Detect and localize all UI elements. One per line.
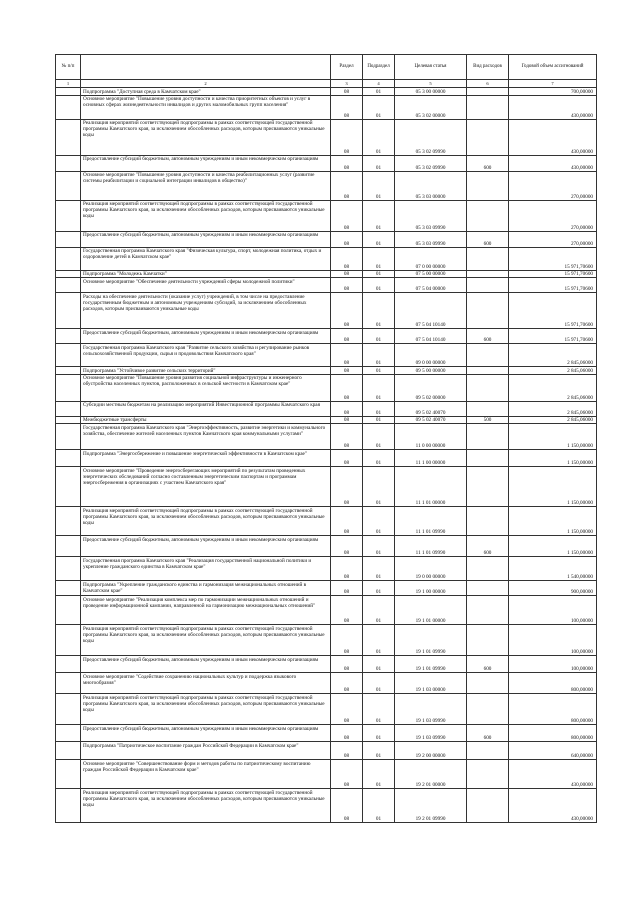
podrazdel-cell: 01 bbox=[363, 416, 395, 424]
table-row bbox=[56, 401, 597, 416]
header-row bbox=[56, 55, 597, 80]
amount-cell: 700,00000 bbox=[509, 88, 597, 96]
razdel-cell: 08 bbox=[331, 278, 363, 293]
table-row bbox=[56, 247, 597, 270]
header-num: № п/п bbox=[56, 55, 81, 80]
vid-cell bbox=[467, 625, 509, 656]
razdel-cell: 08 bbox=[331, 725, 363, 742]
amount-cell: 15 971,70600 bbox=[509, 329, 597, 344]
name-cell: Основное мероприятие "Повышение уровня развития социальной инфраструктуры и инженерного обустройства населенных пунктов, расположенных в сельской местности в Камчатском крае" bbox=[81, 374, 331, 401]
target-cell: 11 1 01 09990 bbox=[395, 507, 467, 536]
table-row bbox=[56, 329, 597, 344]
num-cell bbox=[56, 625, 81, 656]
vid-cell bbox=[467, 278, 509, 293]
num-cell bbox=[56, 367, 81, 375]
table-row bbox=[56, 625, 597, 656]
razdel-cell: 08 bbox=[331, 401, 363, 416]
vid-cell bbox=[467, 293, 509, 329]
podrazdel-cell: 01 bbox=[363, 557, 395, 581]
vid-cell: 600 bbox=[467, 725, 509, 742]
amount-cell: 1 150,00000 bbox=[509, 424, 597, 450]
amount-cell: 430,00000 bbox=[509, 760, 597, 789]
razdel-cell: 08 bbox=[331, 329, 363, 344]
razdel-cell: 08 bbox=[331, 171, 363, 200]
amount-cell: 430,00000 bbox=[509, 119, 597, 155]
vid-cell: 500 bbox=[467, 416, 509, 424]
amount-cell: 800,00000 bbox=[509, 725, 597, 742]
razdel-cell: 08 bbox=[331, 155, 363, 171]
podrazdel-cell: 01 bbox=[363, 329, 395, 344]
razdel-cell: 08 bbox=[331, 367, 363, 375]
amount-cell: 270,00000 bbox=[509, 200, 597, 231]
num-cell bbox=[56, 596, 81, 625]
podrazdel-cell: 01 bbox=[363, 231, 395, 247]
razdel-cell: 08 bbox=[331, 374, 363, 401]
name-cell: Реализация мероприятий соответствующей подпрограммы в рамках соответствующей государственной программы Камчатского края, за исключением обособленных расходов, которым присваиваются уникальные коды bbox=[81, 119, 331, 155]
razdel-cell: 08 bbox=[331, 344, 363, 367]
name-cell: Реализация мероприятий соответствующей подпрограммы в рамках соответствующей государственной программы Камчатского края, за исключением обособленных расходов, которым присваиваются уникальные коды bbox=[81, 200, 331, 231]
podrazdel-cell: 01 bbox=[363, 88, 395, 96]
name-cell: Межбюджетные трансферты bbox=[81, 416, 331, 424]
razdel-cell: 08 bbox=[331, 416, 363, 424]
table-row bbox=[56, 450, 597, 467]
target-cell: 11 1 01 09990 bbox=[395, 536, 467, 557]
num-cell bbox=[56, 742, 81, 760]
razdel-cell: 08 bbox=[331, 270, 363, 278]
table-row bbox=[56, 155, 597, 171]
target-cell: 07 5 04 10140 bbox=[395, 329, 467, 344]
vid-cell: 600 bbox=[467, 656, 509, 673]
num-cell bbox=[56, 374, 81, 401]
amount-cell: 430,00000 bbox=[509, 789, 597, 823]
podrazdel-cell: 01 bbox=[363, 725, 395, 742]
num-cell bbox=[56, 450, 81, 467]
table-row bbox=[56, 507, 597, 536]
amount-cell: 2 845,06000 bbox=[509, 374, 597, 401]
target-cell: 19 0 00 00000 bbox=[395, 557, 467, 581]
vid-cell bbox=[467, 88, 509, 96]
podrazdel-cell: 01 bbox=[363, 119, 395, 155]
num-cell bbox=[56, 656, 81, 673]
table-row bbox=[56, 374, 597, 401]
target-cell: 19 1 01 09990 bbox=[395, 625, 467, 656]
num-cell bbox=[56, 88, 81, 96]
table-row bbox=[56, 88, 597, 96]
table-row bbox=[56, 694, 597, 725]
target-cell: 19 1 03 09990 bbox=[395, 725, 467, 742]
vid-cell bbox=[467, 401, 509, 416]
target-cell: 11 1 01 00000 bbox=[395, 467, 467, 507]
podrazdel-cell: 01 bbox=[363, 270, 395, 278]
amount-cell: 2 845,06000 bbox=[509, 367, 597, 375]
target-cell: 05 3 03 00000 bbox=[395, 171, 467, 200]
amount-cell: 270,00000 bbox=[509, 171, 597, 200]
num-cell bbox=[56, 270, 81, 278]
razdel-cell: 08 bbox=[331, 789, 363, 823]
vid-cell bbox=[467, 270, 509, 278]
podrazdel-cell: 01 bbox=[363, 760, 395, 789]
podrazdel-cell: 01 bbox=[363, 155, 395, 171]
num-cell bbox=[56, 293, 81, 329]
num-cell bbox=[56, 344, 81, 367]
name-cell: Подпрограмма "Доступная среда в Камчатском крае" bbox=[81, 88, 331, 96]
podrazdel-cell: 01 bbox=[363, 789, 395, 823]
index-cell: 5 bbox=[395, 80, 467, 88]
num-cell bbox=[56, 119, 81, 155]
podrazdel-cell: 01 bbox=[363, 247, 395, 270]
num-cell bbox=[56, 95, 81, 119]
index-row bbox=[56, 80, 597, 88]
amount-cell: 430,00000 bbox=[509, 95, 597, 119]
header-name bbox=[81, 55, 331, 80]
amount-cell: 100,00000 bbox=[509, 625, 597, 656]
amount-cell: 800,00000 bbox=[509, 673, 597, 694]
num-cell bbox=[56, 231, 81, 247]
name-cell: Основное мероприятие "Повышение уровня доступности и качества приоритетных объектов и услуг в основных сферах жизнедеятельности инвалидов и других маломобильных групп населения" bbox=[81, 95, 331, 119]
name-cell: Государственная программа Камчатского края "Физическая культура, спорт, молодежная политика, отдых и оздоровление детей в Камчатском крае" bbox=[81, 247, 331, 270]
num-cell bbox=[56, 673, 81, 694]
num-cell bbox=[56, 278, 81, 293]
amount-cell: 100,00000 bbox=[509, 596, 597, 625]
amount-cell: 430,00000 bbox=[509, 155, 597, 171]
vid-cell bbox=[467, 344, 509, 367]
amount-cell: 15 971,70600 bbox=[509, 247, 597, 270]
vid-cell bbox=[467, 424, 509, 450]
podrazdel-cell: 01 bbox=[363, 401, 395, 416]
name-cell: Основное мероприятие "Обеспечение деятельности учреждений сферы молодежной политики" bbox=[81, 278, 331, 293]
table-row bbox=[56, 789, 597, 823]
name-cell: Предоставление субсидий бюджетным, автономным учреждениям и иным некоммерческим организациям bbox=[81, 231, 331, 247]
num-cell bbox=[56, 329, 81, 344]
podrazdel-cell: 01 bbox=[363, 536, 395, 557]
table-row bbox=[56, 725, 597, 742]
podrazdel-cell: 01 bbox=[363, 450, 395, 467]
razdel-cell: 08 bbox=[331, 760, 363, 789]
target-cell: 11 1 00 00000 bbox=[395, 450, 467, 467]
index-cell: 3 bbox=[331, 80, 363, 88]
target-cell: 05 3 03 09990 bbox=[395, 231, 467, 247]
podrazdel-cell: 01 bbox=[363, 507, 395, 536]
name-cell: Реализация мероприятий соответствующей подпрограммы в рамках соответствующей государственной программы Камчатского края, за исключением обособленных расходов, которым присваиваются уникальные коды bbox=[81, 789, 331, 823]
num-cell bbox=[56, 416, 81, 424]
amount-cell: 2 845,06000 bbox=[509, 344, 597, 367]
table-body bbox=[56, 88, 597, 823]
header-target: Целевая статья bbox=[395, 55, 467, 80]
target-cell: 19 1 00 00000 bbox=[395, 581, 467, 596]
amount-cell: 1 540,00000 bbox=[509, 557, 597, 581]
vid-cell bbox=[467, 450, 509, 467]
amount-cell: 800,00000 bbox=[509, 694, 597, 725]
vid-cell bbox=[467, 95, 509, 119]
podrazdel-cell: 01 bbox=[363, 656, 395, 673]
table-row bbox=[56, 596, 597, 625]
num-cell bbox=[56, 725, 81, 742]
target-cell: 07 5 04 10140 bbox=[395, 293, 467, 329]
razdel-cell: 08 bbox=[331, 467, 363, 507]
amount-cell: 900,00000 bbox=[509, 581, 597, 596]
razdel-cell: 08 bbox=[331, 88, 363, 96]
razdel-cell: 08 bbox=[331, 557, 363, 581]
razdel-cell: 08 bbox=[331, 507, 363, 536]
amount-cell: 1 150,00000 bbox=[509, 536, 597, 557]
target-cell: 19 2 00 00000 bbox=[395, 742, 467, 760]
vid-cell: 600 bbox=[467, 231, 509, 247]
table-row bbox=[56, 344, 597, 367]
index-cell: 4 bbox=[363, 80, 395, 88]
vid-cell bbox=[467, 694, 509, 725]
table-row bbox=[56, 581, 597, 596]
name-cell: Подпрограмма "Энергосбережение и повышение энергетической эффективности в Камчатском крае" bbox=[81, 450, 331, 467]
razdel-cell: 08 bbox=[331, 231, 363, 247]
target-cell: 09 5 00 00000 bbox=[395, 367, 467, 375]
name-cell: Государственная программа Камчатского края "Энергоэффективность, развитие энергетики и коммунального хозяйства, обеспечение жителей населенных пунктов Камчатского края коммунальными услугами" bbox=[81, 424, 331, 450]
razdel-cell: 08 bbox=[331, 694, 363, 725]
podrazdel-cell: 01 bbox=[363, 467, 395, 507]
table-row bbox=[56, 119, 597, 155]
budget-table bbox=[55, 54, 597, 823]
table-row bbox=[56, 278, 597, 293]
podrazdel-cell: 01 bbox=[363, 293, 395, 329]
vid-cell bbox=[467, 200, 509, 231]
table-row bbox=[56, 424, 597, 450]
name-cell: Реализация мероприятий соответствующей подпрограммы в рамках соответствующей государственной программы Камчатского края, за исключением обособленных расходов, которым присваиваются уникальные коды bbox=[81, 694, 331, 725]
num-cell bbox=[56, 760, 81, 789]
num-cell bbox=[56, 507, 81, 536]
name-cell: Субсидии местным бюджетам на реализацию мероприятий Инвестиционной программы Камчатского края bbox=[81, 401, 331, 416]
razdel-cell: 08 bbox=[331, 95, 363, 119]
num-cell bbox=[56, 155, 81, 171]
name-cell: Предоставление субсидий бюджетным, автономным учреждениям и иным некоммерческим организациям bbox=[81, 536, 331, 557]
podrazdel-cell: 01 bbox=[363, 344, 395, 367]
name-cell: Предоставление субсидий бюджетным, автономным учреждениям и иным некоммерческим организациям bbox=[81, 155, 331, 171]
table-row bbox=[56, 536, 597, 557]
target-cell: 19 1 01 00000 bbox=[395, 596, 467, 625]
vid-cell bbox=[467, 557, 509, 581]
target-cell: 09 5 02 40070 bbox=[395, 416, 467, 424]
razdel-cell: 08 bbox=[331, 656, 363, 673]
podrazdel-cell: 01 bbox=[363, 278, 395, 293]
index-cell: 1 bbox=[56, 80, 81, 88]
vid-cell bbox=[467, 760, 509, 789]
amount-cell: 15 971,70600 bbox=[509, 293, 597, 329]
podrazdel-cell: 01 bbox=[363, 95, 395, 119]
num-cell bbox=[56, 581, 81, 596]
num-cell bbox=[56, 424, 81, 450]
table-row bbox=[56, 673, 597, 694]
header-vid: Вид расходов bbox=[467, 55, 509, 80]
num-cell bbox=[56, 694, 81, 725]
name-cell: Государственная программа Камчатского края "Реализация государственной национальной политики и укрепление гражданского единства в Камчатском крае" bbox=[81, 557, 331, 581]
target-cell: 19 1 01 09990 bbox=[395, 656, 467, 673]
target-cell: 05 3 03 09990 bbox=[395, 200, 467, 231]
target-cell: 07 0 00 00000 bbox=[395, 247, 467, 270]
razdel-cell: 08 bbox=[331, 200, 363, 231]
podrazdel-cell: 01 bbox=[363, 742, 395, 760]
table-row bbox=[56, 270, 597, 278]
target-cell: 07 5 00 00000 bbox=[395, 270, 467, 278]
index-cell: 6 bbox=[467, 80, 509, 88]
target-cell: 19 1 03 09990 bbox=[395, 694, 467, 725]
target-cell: 09 0 00 00000 bbox=[395, 344, 467, 367]
amount-cell: 270,00000 bbox=[509, 231, 597, 247]
name-cell: Основное мероприятие "Совершенствование форм и методов работы по патриотическому воспитанию граждан Российской Федерации в Камчатском крае" bbox=[81, 760, 331, 789]
razdel-cell: 08 bbox=[331, 742, 363, 760]
vid-cell bbox=[467, 789, 509, 823]
razdel-cell: 08 bbox=[331, 450, 363, 467]
name-cell: Подпрограмма "Укрепление гражданского единства и гармонизация межнациональных отношений в Камчатском крае" bbox=[81, 581, 331, 596]
vid-cell: 600 bbox=[467, 329, 509, 344]
amount-cell: 640,00000 bbox=[509, 742, 597, 760]
podrazdel-cell: 01 bbox=[363, 581, 395, 596]
name-cell: Реализация мероприятий соответствующей подпрограммы в рамках соответствующей государственной программы Камчатского края, за исключением обособленных расходов, которым присваиваются уникальные коды bbox=[81, 625, 331, 656]
name-cell: Основное мероприятие "Содействие сохранению национальных культур и поддержка языкового многообразия" bbox=[81, 673, 331, 694]
table-row bbox=[56, 656, 597, 673]
table-row bbox=[56, 760, 597, 789]
razdel-cell: 08 bbox=[331, 119, 363, 155]
name-cell: Предоставление субсидий бюджетным, автономным учреждениям и иным некоммерческим организациям bbox=[81, 656, 331, 673]
vid-cell: 600 bbox=[467, 155, 509, 171]
podrazdel-cell: 01 bbox=[363, 625, 395, 656]
razdel-cell: 08 bbox=[331, 536, 363, 557]
index-cell: 2 bbox=[81, 80, 331, 88]
razdel-cell: 08 bbox=[331, 596, 363, 625]
vid-cell bbox=[467, 374, 509, 401]
index-cell: 7 bbox=[509, 80, 597, 88]
name-cell: Предоставление субсидий бюджетным, автономным учреждениям и иным некоммерческим организациям bbox=[81, 725, 331, 742]
name-cell: Расходы на обеспечение деятельности (оказание услуг) учреждений, в том числе на предоставление государственным бюджетным и автономным учреждениям субсидий, за исключением обособленных расходов, которым присваиваются уникальные коды bbox=[81, 293, 331, 329]
name-cell: Подпрограмма "Патриотическое воспитание граждан Российской Федерации в Камчатском крае" bbox=[81, 742, 331, 760]
razdel-cell: 08 bbox=[331, 673, 363, 694]
name-cell: Предоставление субсидий бюджетным, автономным учреждениям и иным некоммерческим организациям bbox=[81, 329, 331, 344]
name-cell: Основное мероприятие "Реализация комплекса мер по гармонизации межнациональных отношений и проведение информационной кампании, направленной на гармонизацию межнациональных отношений" bbox=[81, 596, 331, 625]
num-cell bbox=[56, 467, 81, 507]
header-razdel: Раздел bbox=[331, 55, 363, 80]
vid-cell bbox=[467, 367, 509, 375]
table-row bbox=[56, 95, 597, 119]
num-cell bbox=[56, 536, 81, 557]
target-cell: 05 3 02 09990 bbox=[395, 119, 467, 155]
header-amount: Годовой объем ассигнований bbox=[509, 55, 597, 80]
target-cell: 19 2 01 00000 bbox=[395, 760, 467, 789]
target-cell: 05 3 02 00000 bbox=[395, 95, 467, 119]
target-cell: 07 5 04 00000 bbox=[395, 278, 467, 293]
name-cell: Подпрограмма "Молодежь Камчатки" bbox=[81, 270, 331, 278]
vid-cell bbox=[467, 467, 509, 507]
table-row bbox=[56, 416, 597, 424]
target-cell: 05 3 02 09990 bbox=[395, 155, 467, 171]
vid-cell bbox=[467, 247, 509, 270]
amount-cell: 1 150,00000 bbox=[509, 507, 597, 536]
amount-cell: 2 845,06000 bbox=[509, 401, 597, 416]
table-row bbox=[56, 557, 597, 581]
num-cell bbox=[56, 401, 81, 416]
amount-cell: 15 971,70600 bbox=[509, 278, 597, 293]
target-cell: 11 0 00 00000 bbox=[395, 424, 467, 450]
amount-cell: 100,00000 bbox=[509, 656, 597, 673]
table-row bbox=[56, 200, 597, 231]
amount-cell: 1 150,00000 bbox=[509, 467, 597, 507]
razdel-cell: 08 bbox=[331, 581, 363, 596]
vid-cell bbox=[467, 119, 509, 155]
podrazdel-cell: 01 bbox=[363, 367, 395, 375]
table-row bbox=[56, 293, 597, 329]
num-cell bbox=[56, 789, 81, 823]
target-cell: 19 2 01 09990 bbox=[395, 789, 467, 823]
name-cell: Государственная программа Камчатского края "Развитие сельского хозяйства и регулирование рынков сельскохозяйственной продукции, сырья и продовольствия Камчатского края" bbox=[81, 344, 331, 367]
podrazdel-cell: 01 bbox=[363, 694, 395, 725]
table-row bbox=[56, 467, 597, 507]
podrazdel-cell: 01 bbox=[363, 596, 395, 625]
target-cell: 19 1 03 00000 bbox=[395, 673, 467, 694]
target-cell: 09 5 02 40070 bbox=[395, 401, 467, 416]
table-row bbox=[56, 742, 597, 760]
table-row bbox=[56, 367, 597, 375]
table-row bbox=[56, 231, 597, 247]
razdel-cell: 08 bbox=[331, 625, 363, 656]
name-cell: Основное мероприятие "Повышение уровня доступности и качества реабилитационных услуг (развитие системы реабилитации и социальной интеграции инвалидов в общество)" bbox=[81, 171, 331, 200]
name-cell: Подпрограмма "Устойчивое развитие сельских территорий" bbox=[81, 367, 331, 375]
podrazdel-cell: 01 bbox=[363, 673, 395, 694]
num-cell bbox=[56, 247, 81, 270]
razdel-cell: 08 bbox=[331, 424, 363, 450]
amount-cell: 2 845,06000 bbox=[509, 416, 597, 424]
num-cell bbox=[56, 200, 81, 231]
vid-cell bbox=[467, 596, 509, 625]
budget-table-page bbox=[55, 54, 596, 823]
podrazdel-cell: 01 bbox=[363, 200, 395, 231]
amount-cell: 1 150,00000 bbox=[509, 450, 597, 467]
razdel-cell: 08 bbox=[331, 293, 363, 329]
vid-cell bbox=[467, 507, 509, 536]
num-cell bbox=[56, 557, 81, 581]
table-row bbox=[56, 171, 597, 200]
amount-cell: 15 971,70600 bbox=[509, 270, 597, 278]
vid-cell bbox=[467, 742, 509, 760]
vid-cell bbox=[467, 171, 509, 200]
target-cell: 05 3 00 00000 bbox=[395, 88, 467, 96]
num-cell bbox=[56, 171, 81, 200]
vid-cell bbox=[467, 673, 509, 694]
name-cell: Основное мероприятие "Проведение энергосберегающих мероприятий по результатам проведенных энергетических обследований согласно составленным энергетическим паспортам и программам энергосбережения в организациях с участием Камчатского края" bbox=[81, 467, 331, 507]
vid-cell: 600 bbox=[467, 536, 509, 557]
razdel-cell: 08 bbox=[331, 247, 363, 270]
podrazdel-cell: 01 bbox=[363, 424, 395, 450]
target-cell: 09 5 02 00000 bbox=[395, 374, 467, 401]
vid-cell bbox=[467, 581, 509, 596]
podrazdel-cell: 01 bbox=[363, 171, 395, 200]
header-podrazdel: Подраздел bbox=[363, 55, 395, 80]
name-cell: Реализация мероприятий соответствующей подпрограммы в рамках соответствующей государственной программы Камчатского края, за исключением обособленных расходов, которым присваиваются уникальные коды bbox=[81, 507, 331, 536]
podrazdel-cell: 01 bbox=[363, 374, 395, 401]
